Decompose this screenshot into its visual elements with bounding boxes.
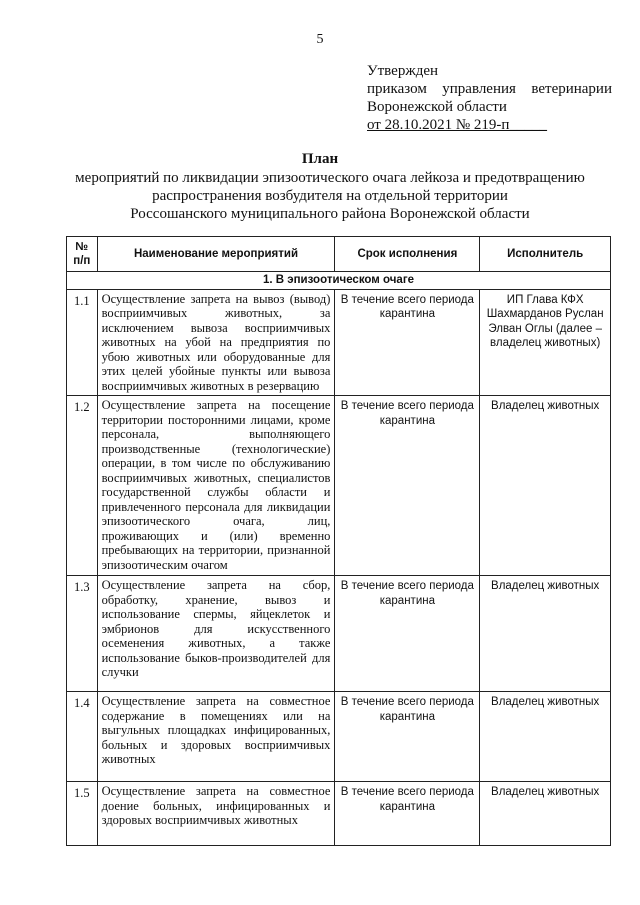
row-term: В течение всего периода карантина: [335, 576, 480, 692]
header-term: Срок исполнения: [335, 237, 480, 272]
row-executor: Владелец животных: [480, 692, 611, 782]
row-measure: Осуществление запрета на сбор, обработку, хранение, вывоз и использование спермы, яйцеклеток и эмбрионов для искусственного осеменения животных, а также использование быков-производителей для случки: [97, 576, 335, 692]
row-executor: ИП Глава КФХ Шахмарданов Руслан Элван Оглы (далее – владелец животных): [480, 289, 611, 396]
row-measure: Осуществление запрета на совместное доение больных, инфицированных и здоровых восприимчивых животных: [97, 782, 335, 846]
subtitle-line-2: распространения возбудителя на отдельной территории: [152, 188, 508, 204]
row-measure: Осуществление запрета на вывоз (вывод) восприимчивых животных, за исключением вывоза восприимчивых животных на убой на предприятия по убою животных или оборудованные для этих целей убойные пункты или вывоза восприимчивых животных в резервацию: [97, 289, 335, 396]
row-term: В течение всего периода карантина: [335, 692, 480, 782]
header-name: Наименование мероприятий: [97, 237, 335, 272]
section-row: [67, 272, 611, 290]
row-num: 1.3: [67, 576, 98, 692]
approval-line-1: Утвержден: [367, 63, 439, 79]
subtitle-line-1: мероприятий по ликвидации эпизоотического очага лейкоза и предотвращению: [75, 170, 585, 186]
page-number: 5: [316, 32, 324, 47]
document-subtitle: [60, 169, 600, 223]
row-executor: Владелец животных: [480, 576, 611, 692]
subtitle-line-3: Россошанского муниципального района Воронежской области: [130, 206, 530, 222]
row-term: В течение всего периода карантина: [335, 396, 480, 576]
row-measure: Осуществление запрета на совместное содержание в помещениях или на выгульных площадках инфицированных, больных и здоровых восприимчивых животных: [97, 692, 335, 782]
row-executor: Владелец животных: [480, 782, 611, 846]
table-row: [67, 782, 611, 846]
section-title: 1. В эпизоотическом очаге: [67, 272, 611, 290]
row-num: 1.4: [67, 692, 98, 782]
measures-table: [66, 236, 611, 846]
table-header-row: [67, 237, 611, 272]
header-num-label: № п/п: [73, 240, 91, 267]
approval-stamp: [367, 62, 612, 134]
row-executor: Владелец животных: [480, 396, 611, 576]
row-num: 1.2: [67, 396, 98, 576]
header-exec: Исполнитель: [480, 237, 611, 272]
header-num: [67, 237, 98, 272]
row-num: 1.5: [67, 782, 98, 846]
row-term: В течение всего периода карантина: [335, 782, 480, 846]
document-title: План: [301, 151, 339, 167]
row-term: В течение всего периода карантина: [335, 289, 480, 396]
approval-order-line: от 28.10.2021 № 219-п_____: [367, 117, 547, 133]
table-row: [67, 396, 611, 576]
table-row: [67, 692, 611, 782]
row-num: 1.1: [67, 289, 98, 396]
table-row: [67, 289, 611, 396]
approval-line-2: приказом управления ветеринарии: [367, 81, 612, 97]
row-measure: Осуществление запрета на посещение территории посторонними лицами, кроме персонала, выполняющего производственные (технологические) операции, в том числе по обслуживанию восприимчивых животных, специалистов государственной службы области и привлеченного персонала для ликвидации эпизоотического очага, лиц, проживающих и (или) временно пребывающих на территории, признанной эпизоотическим очагом: [97, 396, 335, 576]
approval-line-3: Воронежской области: [367, 99, 507, 115]
table-row: [67, 576, 611, 692]
